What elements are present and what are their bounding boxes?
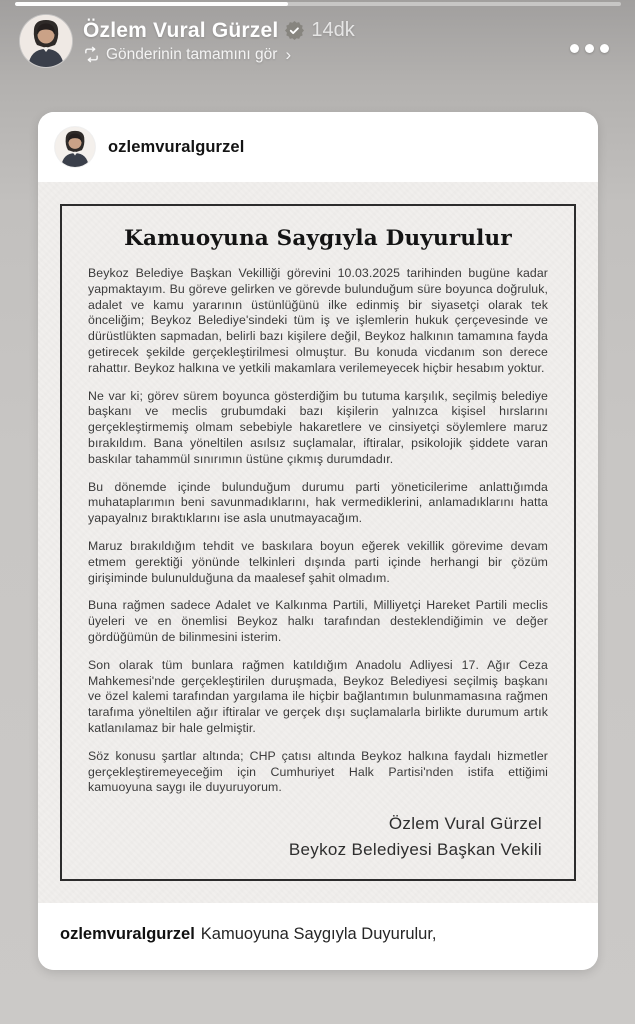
dot-icon	[585, 44, 594, 53]
document-frame	[60, 204, 576, 881]
document-paragraph: Bu dönemde içinde bulunduğum durumu parti yöneticilerime anlattığımda muhataplarımın beni savunmadıklarını, hak vermediklerini, anlamadıklarını hatta yapayalnız bıraktıklarını ise asla unutmayacağım.	[88, 479, 548, 526]
document-body	[88, 266, 548, 808]
document-signature	[88, 811, 548, 863]
see-full-post-link[interactable]	[83, 46, 355, 64]
document-paragraph: Beykoz Belediye Başkan Vekilliği görevini 10.03.2025 tarihinden bugüne kadar yapmaktayım. Bu göreve gelirken ve görevde bulunduğum süre boyunca doğruluk, adalet ve kamu yararının üstünlüğünü ilke edinmiş bir siyasetçi olarak tek önceliğim; Beykoz Belediye'sindeki tüm iş ve işlemlerin hukuk çerçevesinde ve dürüstlükten sapmadan, belirli bazı kişilere değil, Beykoz halkının tamamına fayda getirecek şekilde gerçekleştirilmesi olmuştur. Bu konuda vicdanım son derece rahattır. Beykoz halkına ve yetkili makamlara verilemeyecek hiçbir hesabım yoktur.	[88, 266, 548, 375]
document-title: Kamuoyuna Saygıyla Duyurulur	[124, 226, 512, 251]
dot-icon	[570, 44, 579, 53]
document-paragraph: Ne var ki; görev sürem boyunca gösterdiğim bu tutuma karşılık, seçilmiş belediye başkanı ve meclis grubumdaki bazı kişilerin yalnızca kişisel hırslarını gerçekleştirmemiş olmam sebebiyle hakaretlere ve cinsiyetçi söylemlere maruz bırakıldım. Bana yöneltilen asılsız suçlamalar, iftiralar, psikolojik şiddete varan baskılar tahammül sınırımın üstüne çıkmış durumdadır.	[88, 388, 548, 466]
document-paragraph: Buna rağmen sadece Adalet ve Kalkınma Partili, Milliyetçi Hareket Partili meclis üyeleri ve en önemlisi Beykoz halkı tarafından desteklendiğimin ve değer gördüğümün de bilinmesini isterim.	[88, 598, 548, 644]
more-options-button[interactable]	[566, 40, 613, 57]
chevron-right-icon: ›	[285, 45, 292, 64]
story-progress-fill	[15, 2, 288, 6]
document-paragraph: Söz konusu şartlar altında; CHP çatısı altında Beykoz halkına faydalı hizmetler gerçekleştiremeyeceğim için Cumhuriyet Halk Partisi'nden istifa ettiğimi kamuoyuna saygı ile duyuruyorum.	[88, 748, 548, 795]
repost-icon	[83, 46, 100, 63]
story-name-row	[83, 19, 355, 43]
shared-post-card[interactable]	[38, 112, 598, 970]
story-progress-bar[interactable]	[15, 2, 621, 6]
caption-text: Kamuoyuna Saygıyla Duyurulur,	[200, 924, 437, 943]
avatar-image	[20, 15, 72, 67]
post-avatar[interactable]	[55, 127, 95, 167]
post-username[interactable]: ozlemvuralgurzel	[108, 137, 245, 156]
document-paragraph: Maruz bırakıldığım tehdit ve baskılara boyun eğerek vekillik görevime devam etmem gerektiği yönünde telkinleri dışında parti içinde herhangi bir çözüm girişiminde bulunulduğuna da maalesef şahit olmadım.	[88, 538, 548, 585]
story-avatar[interactable]	[20, 15, 72, 67]
document-paragraph: Son olarak tüm bunlara rağmen katıldığım Anadolu Adliyesi 17. Ağır Ceza Mahkemesi'nde gerçekleştirilen duruşmada, Beykoz Belediyesi seçilmiş başkanı ve özel kalemi tarafından yargılama ile hiçbir bağlantımın bulunmamasına rağmen tarafıma yöneltilen ağır iftiralar ve gerçek dışı suçlamalarla birlikte durumum artık katlanılamaz bir hale gelmiştir.	[88, 657, 548, 735]
document-paper	[38, 182, 598, 903]
story-timestamp: 14dk	[311, 19, 355, 41]
story-header	[20, 15, 565, 67]
signature-name: Özlem Vural Gürzel	[388, 814, 542, 834]
signature-title: Beykoz Belediyesi Başkan Vekili	[288, 840, 542, 860]
avatar-image	[55, 127, 95, 167]
verified-badge-icon	[285, 21, 304, 40]
story-username[interactable]: Özlem Vural Gürzel	[83, 18, 279, 42]
post-header	[38, 112, 598, 182]
post-caption	[38, 903, 598, 970]
caption-username[interactable]: ozlemvuralgurzel	[60, 924, 195, 943]
story-meta	[83, 19, 355, 64]
dot-icon	[600, 44, 609, 53]
see-full-post-label: Gönderinin tamamını gör	[106, 45, 278, 63]
